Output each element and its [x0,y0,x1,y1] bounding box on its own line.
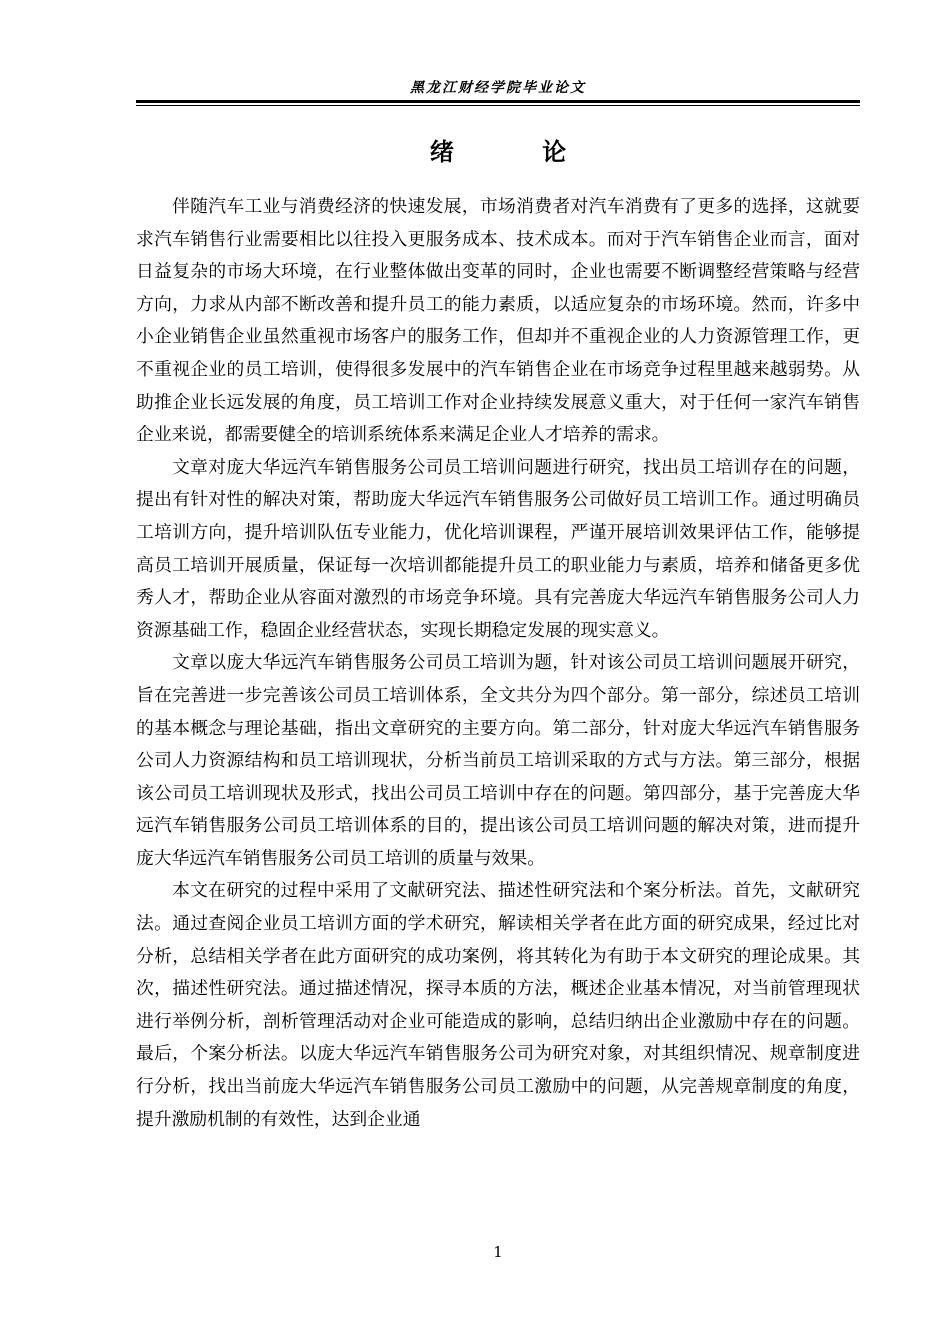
body-text [136,191,860,1136]
paragraph: 本文在研究的过程中采用了文献研究法、描述性研究法和个案分析法。首先，文献研究法。通过查阅企业员工培训方面的学术研究，解读相关学者在此方面的研究成果，经过比对分析，总结相关学者在此方面研究的成功案例，将其转化为有助于本文研究的理论成果。其次，描述性研究法。通过描述情况，探寻本质的方法，概述企业基本情况，对当前管理现状进行举例分析，剖析管理活动对企业可能造成的影响，总结归纳出企业激励中存在的问题。最后，个案分析法。以庞大华远汽车销售服务公司为研究对象，对其组织情况、规章制度进行分析，找出当前庞大华远汽车销售服务公司员工激励中的问题，从完善规章制度的角度，提升激励机制的有效性，达到企业通 [136,880,860,1130]
page-number: 1 [493,1243,503,1261]
header-rule-thick [136,100,860,103]
paragraph: 文章以庞大华远汽车销售服务公司员工培训为题，针对该公司员工培训问题展开研究，旨在完善进一步完善该公司员工培训体系，全文共分为四个部分。第一部分，综述员工培训的基本概念与理论基础，指出文章研究的主要方向。第二部分，针对庞大华远汽车销售服务公司人力资源结构和员工培训现状，分析当前员工培训采取的方式与方法。第三部分，根据该公司员工培训现状及形式，找出公司员工培训中存在的问题。第四部分，基于完善庞大华远汽车销售服务公司员工培训体系的目的，提出该公司员工培训问题的解决对策，进而提升庞大华远汽车销售服务公司员工培训的质量与效果。 [136,652,860,869]
running-header: 黑龙江财经学院毕业论文 [410,80,586,96]
header-rule-thin [136,105,860,106]
paragraph: 伴随汽车工业与消费经济的快速发展，市场消费者对汽车消费有了更多的选择，这就要求汽车销售行业需要相比以往投入更服务成本、技术成本。而对于汽车销售企业而言，面对日益复杂的市场大环境，在行业整体做出变革的同时，企业也需要不断调整经营策略与经营方向，力求从内部不断改善和提升员工的能力素质，以适应复杂的市场环境。然而，许多中小企业销售企业虽然重视市场客户的服务工作，但却并不重视企业的人力资源管理工作，更不重视企业的员工培训，使得很多发展中的汽车销售企业在市场竞争过程里越来越弱势。从助推企业长远发展的角度，员工培训工作对企业持续发展意义重大，对于任何一家汽车销售企业来说，都需要健全的培训系统体系来满足企业人才培养的需求。 [136,196,860,446]
paragraph: 文章对庞大华远汽车销售服务公司员工培训问题进行研究，找出员工培训存在的问题，提出有针对性的解决对策，帮助庞大华远汽车销售服务公司做好员工培训工作。通过明确员工培训方向，提升培训队伍专业能力，优化培训课程，严谨开展培训效果评估工作，能够提高员工培训开展质量，保证每一次培训都能提升员工的职业能力与素质，培养和储备更多优秀人才，帮助企业从容面对激烈的市场竞争环境。具有完善庞大华远汽车销售服务公司人力资源基础工作，稳固企业经营状态，实现长期稳定发展的现实意义。 [136,456,860,641]
section-title: 绪 论 [429,137,607,166]
